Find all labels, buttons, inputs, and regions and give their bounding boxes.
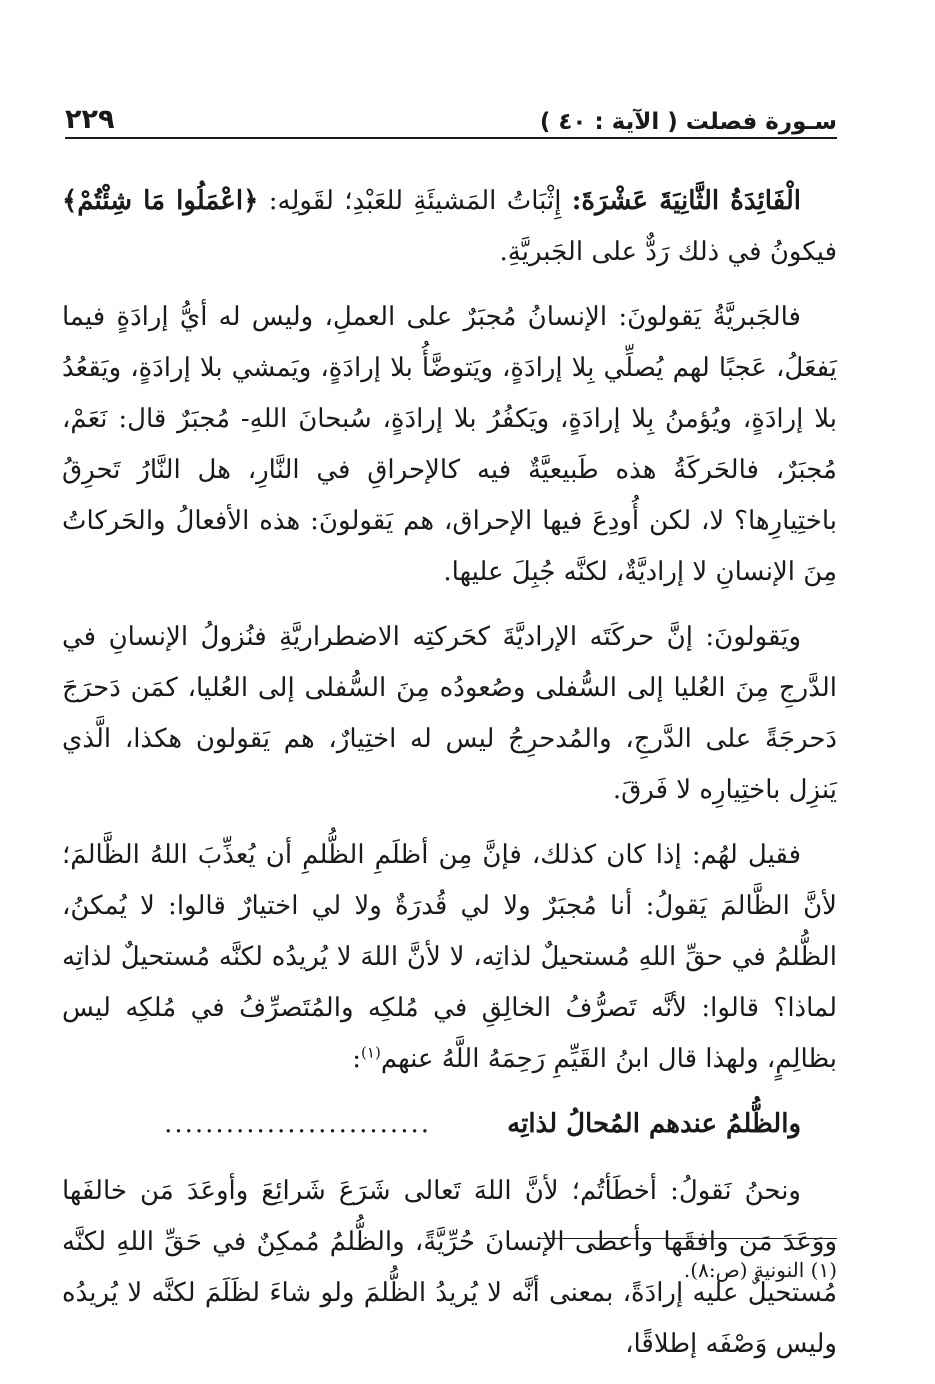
- paragraph-injustice: [62, 830, 837, 1085]
- page-number: ٢٢٩: [65, 104, 115, 135]
- footnote-reference: (١): [361, 1043, 381, 1062]
- poem-hemistich: والظُّلمُ عندهم المُحالُ لذاتِه: [507, 1109, 801, 1139]
- main-text: [62, 176, 837, 1384]
- benefit-heading: الْفَائِدَةُ الثَّانِيَةَ عَشْرَةَ:: [571, 186, 801, 216]
- poem-verse: [62, 1099, 837, 1150]
- paragraph-movement: ويَقولونَ: إنَّ حركَتَه الإراديَّةَ كحَركتِه الاضطراريَّةِ فنُزولُ الإنسانِ في الدَّرجِ مِنَ العُليا إلى السُّفلى وصُعودُه مِنَ السُّفلى إلى العُليا، كمَن دَحرَجَ دَحرجَةً على الدَّرجِ، والمُدحرِجُ ليس له اختِيارٌ، هم يَقولون هكذا، الَّذي يَنزِل باختِيارِه لا فَرقَ.: [62, 622, 837, 805]
- surah-title: سـورة فصلت ( الآية : ٤٠ ): [539, 109, 837, 135]
- paragraph-text: إِثْبَاتُ المَشيئَةِ للعَبْدِ؛ لقَولِه:: [258, 186, 572, 216]
- paragraph-response: ونحنُ نَقولُ: أخطَأتُم؛ لأنَّ اللهَ تَعالى شَرَعَ شَرائِعَ وأوعَدَ مَن خالفَها ووَعَدَ مَن وافقَها وأعطى الإنسانَ حُرِّيَّةً، والظُّلمُ مُمكِنٌ في حَقِّ اللهِ لكنَّه مُستحيلٌ عليه إرادَةً، بمعنى أنَّه لا يُريدُ الظُّلمَ ولو شاءَ لظَلَمَ لكنَّه لا يُريدُه وليس وَصْفَه إطلاقًا،: [62, 1176, 837, 1359]
- header-divider: [65, 137, 837, 139]
- paragraph-text: فيكونُ في ذلك رَدٌّ على الجَبريَّةِ.: [499, 237, 837, 267]
- paragraph-text: فقيل لهُم: إذا كان كذلك، فإنَّ مِن أظلَمِ الظُّلمِ أن يُعذِّبَ اللهُ الظَّالمَ؛ لأنَّ الظَّالمَ يَقولُ: أنا مُجبَرٌ ولا لي قُدرَةٌ ولا لي اختيارٌ قالوا: لا يُمكنُ، الظُّلمُ في حقِّ اللهِ مُستحيلٌ لذاتِه، لا لأنَّ اللهَ لا يُريدُه لكنَّه مُستحيلٌ لذاتِه لماذا؟ قالوا: لأنَّه تَصرُّفُ الخالِقِ في مُلكِه والمُتَصرِّفُ في مُلكِه ليس بظالِمٍ، ولهذا قال ابنُ القَيِّمِ رَحِمَهُ اللَّهُ عنهم: [62, 840, 837, 1074]
- paragraph-text: :: [352, 1044, 362, 1074]
- footnote: (١) النونية (ص:٨).: [683, 1258, 837, 1282]
- paragraph-benefit-twelve: [62, 176, 837, 278]
- footnote-divider: [537, 1238, 837, 1239]
- paragraph-jabriyya: فالجَبريَّةُ يَقولونَ: الإنسانُ مُجبَرٌ على العملِ، وليس له أيُّ إرادَةٍ فيما يَفعَلُ، عَجبًا لهم يُصلِّي بِلا إرادَةٍ، ويَتوضَّأُ بلا إرادَةٍ، ويَمشي بلا إرادَةٍ، ويَقعُدُ بلا إرادَةٍ، ويُؤمنُ بِلا إرادَةٍ، ويَكفُرُ بلا إرادَةٍ، سُبحانَ اللهِ- مُجبَرٌ قال: نَعَمْ، مُجبَرٌ، فالحَركَةُ هذه طَبيعيَّةٌ فيه كالإحراقِ في النَّارِ، هل النَّارُ تَحرِقُ باختِيارِها؟ لا، لكن أُودِعَ فيها الإحراق، هم يَقولونَ: هذه الأفعالُ والحَركاتُ مِنَ الإنسانِ لا إراديَّةٌ، لكنَّه جُبِلَ عليها.: [62, 302, 837, 587]
- page-header: [65, 95, 837, 135]
- quran-verse: ﴿اعْمَلُوا مَا شِئْتُمْ﴾: [62, 186, 259, 216]
- poem-ellipsis: ..........................: [164, 1109, 431, 1139]
